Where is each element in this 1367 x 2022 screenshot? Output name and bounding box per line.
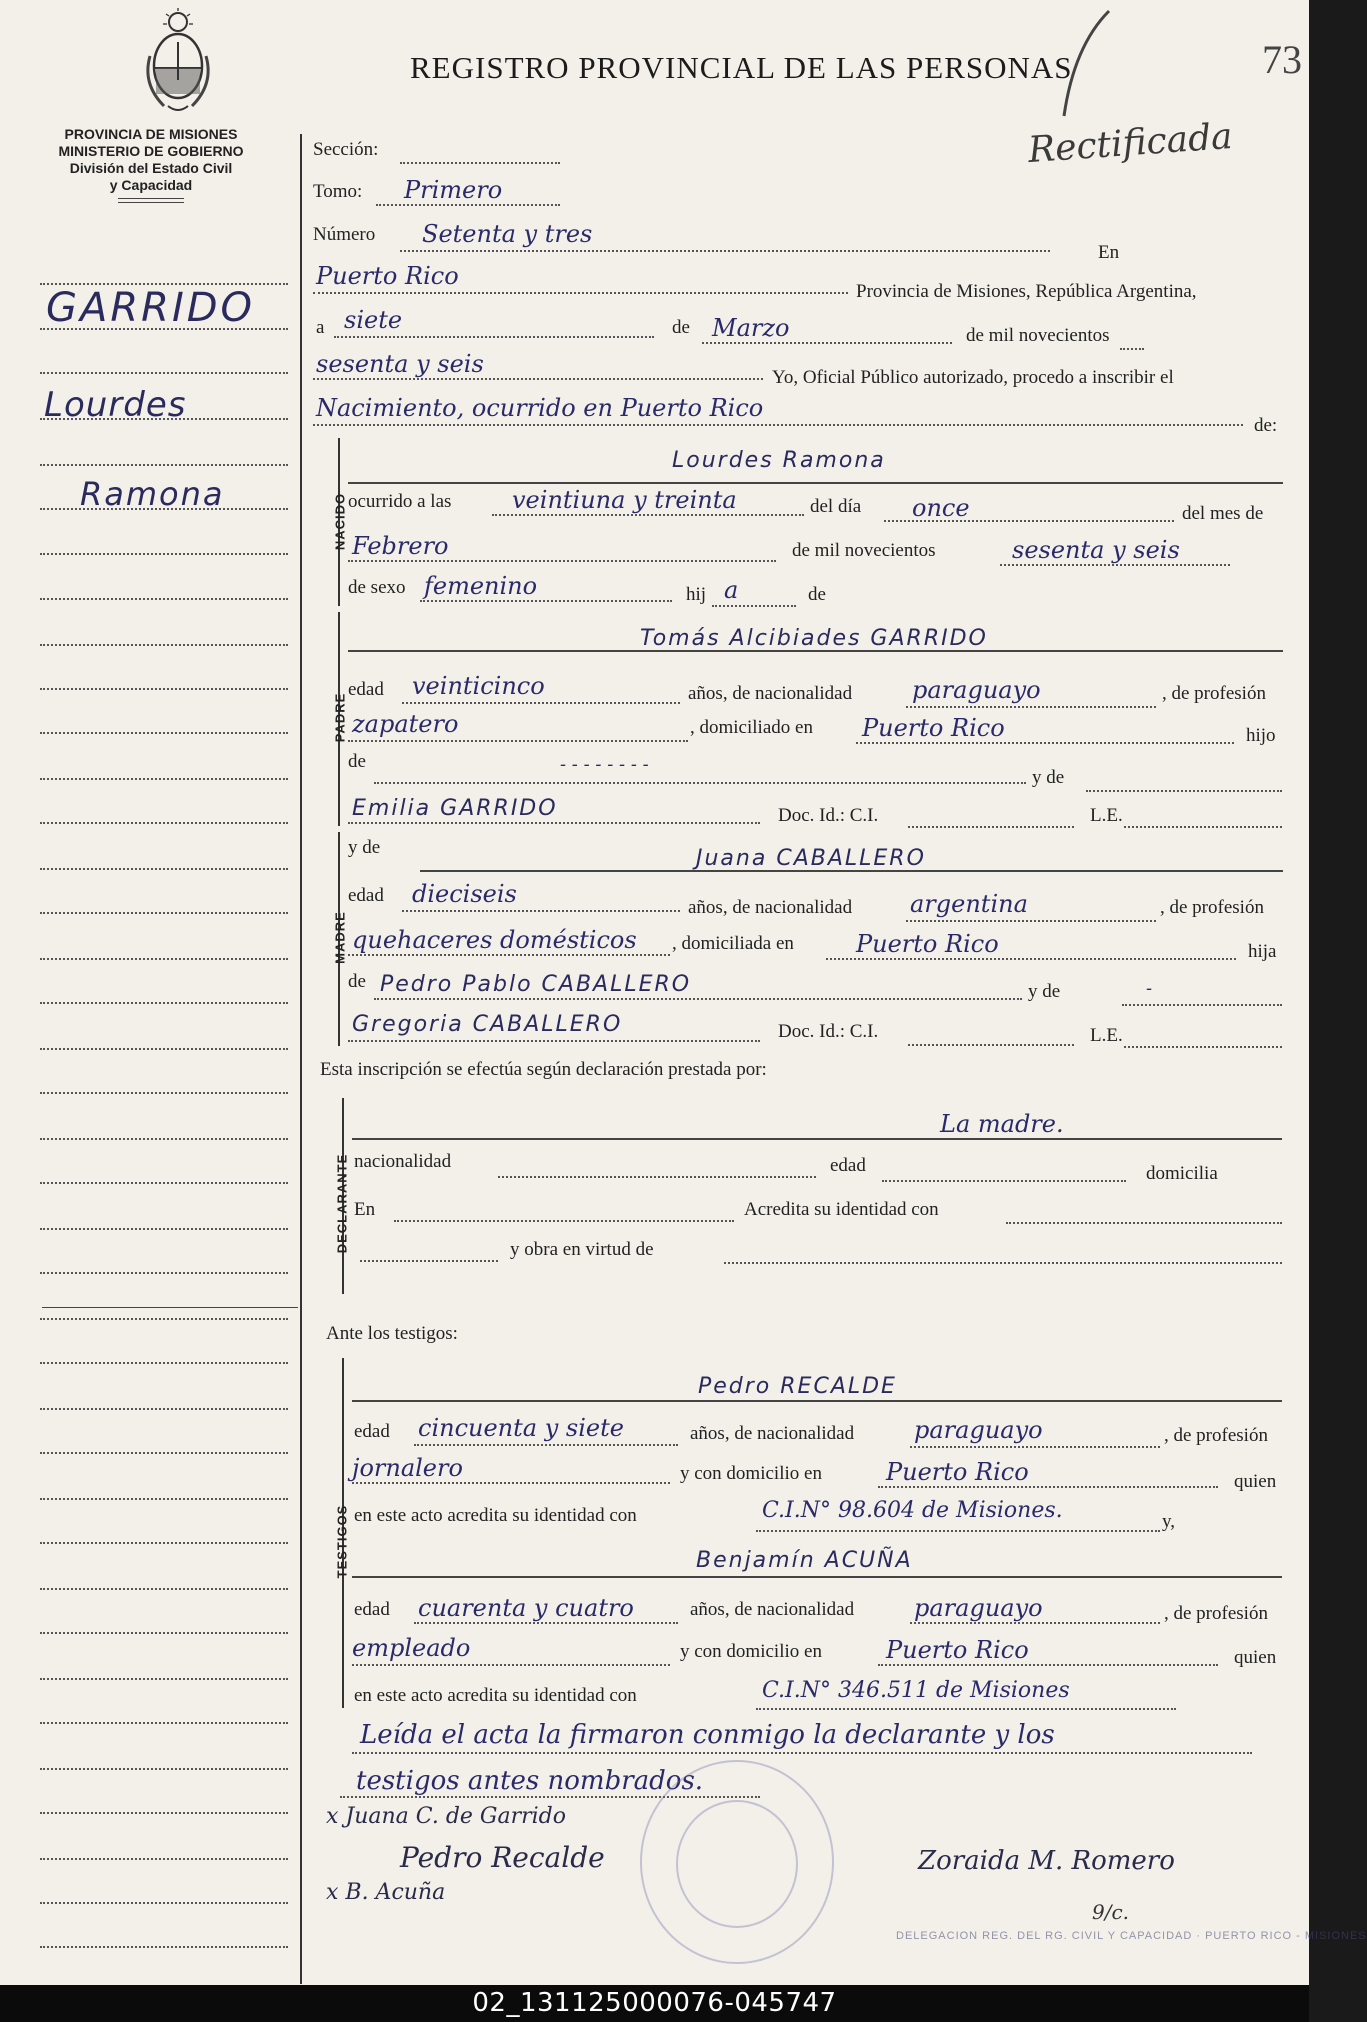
testigo2-profesion-label: , de profesión [1164,1603,1268,1624]
testigo2-profesion-value: empleado [352,1634,471,1662]
madre-nacionalidad-value: argentina [910,890,1028,918]
madre-y-de-label: y de [348,837,381,858]
margin-second-name: Ramona [80,475,225,513]
testigo2-quien-label: quien [1234,1647,1277,1668]
inner-seal-stamp [676,1800,798,1928]
mes-value: Marzo [712,314,790,342]
padre-nombre: Tomás Alcibiades GARRIDO [640,626,988,651]
padre-hijo-label: hijo [1246,725,1276,746]
numero-value: Setenta y tres [422,220,593,248]
madre-profesion-label: , de profesión [1160,897,1264,918]
dia-value: siete [344,306,403,334]
decl-domicilia-label: domicilia [1146,1163,1218,1184]
anio-nac-value: sesenta y seis [1012,536,1180,564]
signature-testigo-1: Pedro Recalde [400,1841,605,1874]
madre-domiciliada-label: , domiciliada en [672,933,794,954]
margin-first-name: Lourdes [44,385,187,425]
lugar-value: Puerto Rico [316,262,459,290]
madre-section-label: MADRE [332,911,348,964]
madre-edad-value: dieciseis [412,880,517,908]
hora-value: veintiuna y treinta [512,486,737,514]
madre-le-label: L.E. [1090,1025,1123,1046]
acto-value: Nacimiento, ocurrido en Puerto Rico [316,394,764,422]
madre-hija-label: hija [1248,941,1277,962]
madre-edad-label: edad [348,885,384,906]
testigo1-acto-label: en este acto acredita su identidad con [354,1505,637,1526]
closing-line-2: testigos antes nombrados. [356,1766,704,1796]
padre-de-label: de [348,751,366,772]
padre-profesion-value: zapatero [352,710,459,738]
del-mes-label: del mes de [1182,503,1264,524]
testigo1-identidad-value: C.I.N° 98.604 de Misiones. [762,1498,1063,1523]
padre-anos-label: años, de nacionalidad [688,683,853,704]
yo-label: Yo, Oficial Público autorizado, procedo a inscribir el [772,367,1174,388]
dia-nac-value: once [912,494,970,522]
madre-y-de-value: - [1146,978,1153,999]
madre-nombre: Juana CABALLERO [696,846,926,871]
testigo2-domicilio-value: Puerto Rico [886,1636,1029,1664]
testigo1-anos-label: años, de nacionalidad [690,1423,855,1444]
page-number: 73 [1262,37,1302,82]
padre-de-value: - - - - - - - - [560,754,649,775]
padre-nacionalidad-value: paraguayo [912,676,1041,704]
decl-en-label: En [354,1199,376,1220]
testigo1-y-label: y, [1162,1511,1176,1532]
madre-profesion-value: quehaceres domésticos [352,926,637,954]
ante-testigos-label: Ante los testigos: [326,1323,458,1344]
madre-de-label: de [348,971,366,992]
nacido-section-label: NACIDO [332,492,348,551]
padre-le-label: L.E. [1090,805,1123,826]
hij-label: hij [686,584,707,605]
rectificada-annotation: Rectificada [1026,115,1234,172]
padre-section-label: PADRE [332,692,348,743]
testigo1-domicilio-value: Puerto Rico [886,1458,1029,1486]
en-label: En [1098,242,1120,263]
testigo2-anos-label: años, de nacionalidad [690,1599,855,1620]
testigo1-edad-label: edad [354,1421,390,1442]
a-label: a [316,317,325,338]
tomo-label: Tomo: [313,181,363,202]
seccion-label: Sección: [313,139,379,160]
testigo1-profesion-label: , de profesión [1164,1425,1268,1446]
hij-suffix: a [724,576,739,604]
decl-acredita-label: Acredita su identidad con [744,1199,939,1220]
stamp-reference: 9/c. [1092,1900,1130,1924]
coat-of-arms-icon [138,6,218,118]
testigos-section-label: TESTIGOS [334,1504,350,1579]
ministry-name: MINISTERIO DE GOBIERNO [58,143,244,159]
del-dia-label: del día [810,496,862,517]
padre-domiciliado-label: , domiciliado en [690,717,813,738]
padre-doc-label: Doc. Id.: C.I. [778,805,879,826]
decl-edad-label: edad [830,1155,866,1176]
testigo2-identidad-value: C.I.N° 346.511 de Misiones [762,1678,1070,1703]
nacido-nombre: Lourdes Ramona [672,448,886,473]
testigo1-profesion-value: jornalero [352,1454,463,1482]
de-mil-label: de mil novecientos [966,325,1110,346]
decl-y-obra-label: y obra en virtud de [510,1239,654,1260]
provincia-label: Provincia de Misiones, República Argentina, [856,281,1197,302]
de-mil2-label: de mil novecientos [792,540,936,561]
testigo2-edad-value: cuarenta y cuatro [418,1594,634,1622]
testigo1-domicilio-label: y con domicilio en [680,1463,822,1484]
numero-label: Número [313,224,376,245]
testigo1-nacionalidad-value: paraguayo [914,1416,1043,1444]
margin-surname: GARRIDO [46,285,256,331]
de-colon-label: de: [1254,415,1278,436]
inscripcion-label: Esta inscripción se efectúa según declaración prestada por: [320,1059,767,1080]
testigo2-nacionalidad-value: paraguayo [914,1594,1043,1622]
padre-edad-label: edad [348,679,384,700]
padre-domicilio-value: Puerto Rico [862,714,1005,742]
madre-domicilio-value: Puerto Rico [856,930,999,958]
sexo-value: femenino [424,572,538,600]
signature-oficial: Zoraida M. Romero [918,1846,1175,1876]
ocurrido-label: ocurrido a las [348,491,452,512]
madre-padre-nombre: Pedro Pablo CABALLERO [380,972,692,997]
testigo2-nombre: Benjamín ACUÑA [696,1548,913,1573]
de-label-2: de [808,584,826,605]
testigo1-nombre: Pedro RECALDE [698,1374,897,1399]
delegation-stamp-text: DELEGACION REG. DEL RG. CIVIL Y CAPACIDAD · PUERTO RICO - MISIONES [896,1930,1367,1942]
testigo2-edad-label: edad [354,1599,390,1620]
signature-testigo-2: x B. Acuña [326,1880,446,1905]
annotation-stroke [1054,6,1114,126]
declarante-section-label: DECLARANTE [334,1153,350,1254]
madre-madre-nombre: Gregoria CABALLERO [352,1012,623,1037]
madre-y-de-label-2: y de [1028,981,1061,1002]
madre-anos-label: años, de nacionalidad [688,897,853,918]
padre-profesion-label: , de profesión [1162,683,1266,704]
mes-nac-value: Febrero [352,532,449,560]
closing-line-1: Leída el acta la firmaron conmigo la declarante y los [360,1720,1055,1750]
signature-declarante: x Juana C. de Garrido [326,1804,567,1829]
ministry-division: División del Estado Civil [69,160,233,176]
testigo1-quien-label: quien [1234,1471,1277,1492]
document-title: REGISTRO PROVINCIAL DE LAS PERSONAS [410,50,1073,85]
padre-edad-value: veinticinco [412,672,545,700]
testigo2-acto-label: en este acto acredita su identidad con [354,1685,637,1706]
anio-value: sesenta y seis [316,350,484,378]
footer-document-id: 02_131125000076-045747 [0,1985,1309,2022]
ministry-province: PROVINCIA DE MISIONES [64,126,238,142]
testigo2-domicilio-label: y con domicilio en [680,1641,822,1662]
ministry-capacity: y Capacidad [109,177,193,193]
tomo-value: Primero [404,176,503,204]
decl-nacionalidad-label: nacionalidad [354,1151,452,1172]
madre-doc-label: Doc. Id.: C.I. [778,1021,879,1042]
padre-y-de-label: y de [1032,767,1065,788]
de-label: de [672,317,690,338]
declarante-quien: La madre. [940,1110,1064,1138]
padre-madre-nombre: Emilia GARRIDO [352,796,558,821]
de-sexo-label: de sexo [348,577,406,598]
testigo1-edad-value: cincuenta y siete [418,1414,624,1442]
